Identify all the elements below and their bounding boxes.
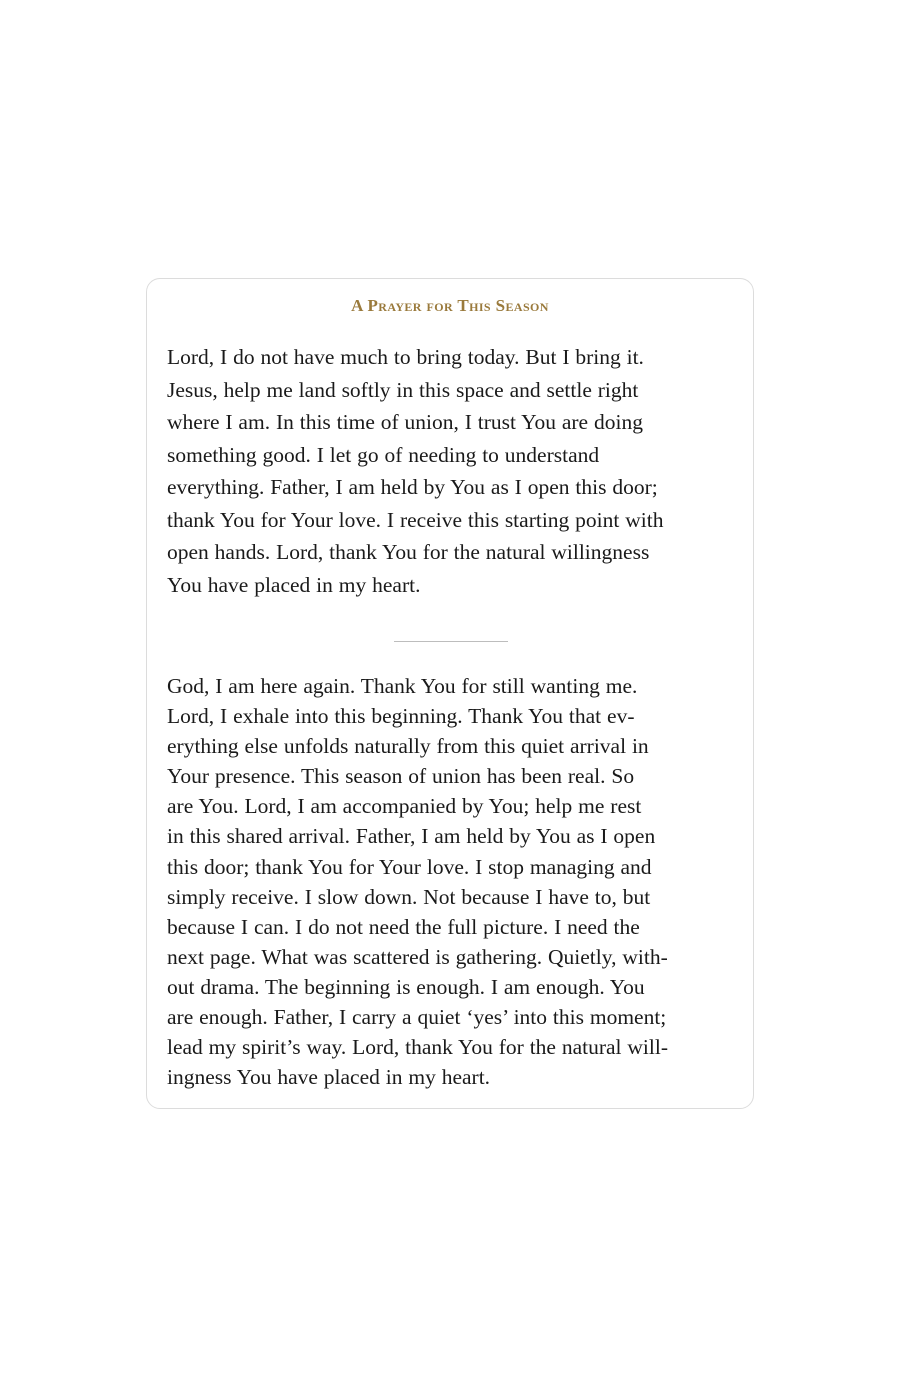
paragraph-line: open hands. Lord, thank You for the natural willingness [167,540,650,564]
paragraph-line: ingness You have placed in my heart. [167,1065,491,1090]
paragraph-line: are enough. Father, I carry a quiet ‘yes’ into this moment; [167,1005,667,1030]
prayer-paragraph-2 [167,671,729,1092]
paragraph-line: everything. Father, I am held by You as I open this door; [167,475,658,499]
paragraph-line: You have placed in my heart. [167,572,421,597]
paragraph-line: where I am. In this time of union, I trust You are doing [167,410,643,434]
paragraph-line: in this shared arrival. Father, I am held by You as I open [167,824,656,849]
paragraph-line: Your presence. This season of union has been real. So [167,764,635,789]
section-divider [394,641,508,642]
paragraph-line: next page. What was scattered is gathering. Quietly, with- [167,944,668,969]
paragraph-line: erything else unfolds naturally from this quiet arrival in [167,734,649,759]
prayer-paragraph-1 [167,341,729,601]
paragraph-line: something good. I let go of needing to understand [167,442,600,467]
paragraph-line: simply receive. I slow down. Not because I have to, but [167,884,651,909]
paragraph-line: Jesus, help me land softly in this space and settle right [167,377,639,402]
paragraph-line: out drama. The beginning is enough. I am enough. You [167,974,645,999]
paragraph-line: lead my spirit’s way. Lord, thank You for the natural will- [167,1035,669,1060]
paragraph-line: are You. Lord, I am accompanied by You; help me rest [167,794,642,819]
paragraph-line: Lord, I do not have much to bring today. But I bring it. [167,345,644,369]
paragraph-line: thank You for Your love. I receive this starting point with [167,507,664,532]
paragraph-line: Lord, I exhale into this beginning. Thank You that ev- [167,704,635,729]
paragraph-line: God, I am here again. Thank You for still wanting me. [167,674,638,698]
card-title: A Prayer for This Season [351,296,549,315]
paragraph-line: because I can. I do not need the full picture. I need the [167,914,640,939]
prayer-card [146,278,754,1109]
paragraph-line: this door; thank You for Your love. I stop managing and [167,854,652,879]
